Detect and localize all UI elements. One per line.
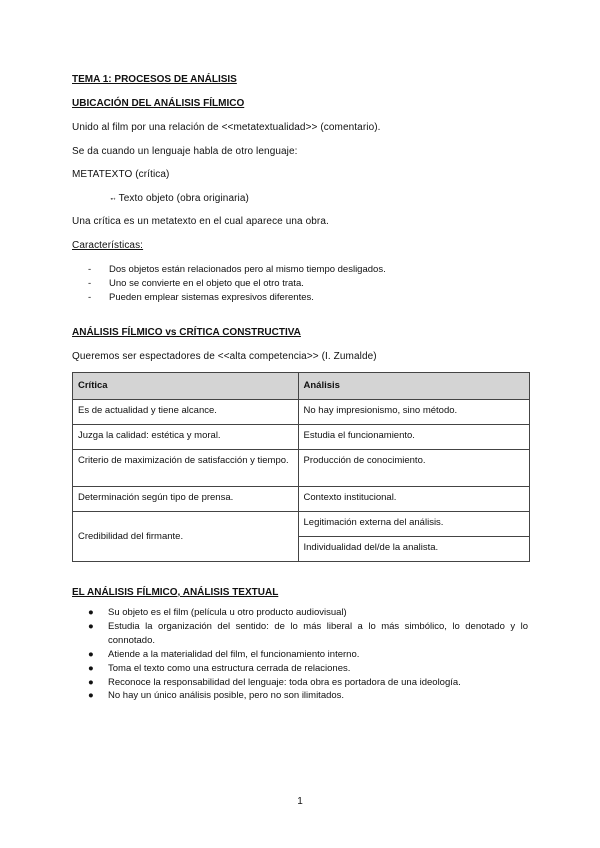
table-row: [73, 512, 530, 537]
dash-marker: -: [88, 278, 92, 289]
table-cell: No hay impresionismo, sino método.: [298, 400, 530, 425]
dash-marker: -: [88, 292, 92, 303]
bullet-icon: ●: [88, 662, 94, 674]
arrow-icon: ➻: [110, 195, 116, 203]
dash-marker: -: [88, 264, 92, 275]
list-item: [88, 606, 528, 620]
bullet-icon: ●: [88, 690, 94, 702]
table-header-row: [73, 373, 530, 400]
bullet-list: [88, 606, 528, 703]
table-cell: Legitimación externa del análisis.: [298, 512, 530, 537]
list-item-text: Atiende a la materialidad del film, el funcionamiento interno.: [108, 648, 360, 660]
paragraph-metatexto: METATEXTO (crítica): [72, 169, 170, 180]
table-cell: Producción de conocimiento.: [298, 450, 530, 487]
table-cell: Juzga la calidad: estética y moral.: [73, 425, 299, 450]
paragraph-alta-competencia: Queremos ser espectadores de <<alta competencia>> (I. Zumalde): [72, 351, 377, 362]
bullet-icon: ●: [88, 607, 94, 618]
paragraph-critica-metatexto: Una crítica es un metatexto en el cual aparece una obra.: [72, 216, 329, 227]
section-heading-analisis-vs-critica: ANÁLISIS FÍLMICO vs CRÍTICA CONSTRUCTIVA: [72, 327, 301, 338]
list-item: [88, 648, 528, 662]
list-item: [88, 689, 528, 703]
texto-objeto-line: [110, 193, 249, 204]
table-cell: Individualidad del/de la analista.: [298, 537, 530, 562]
list-item-text: Uno se convierte en el objeto que el otro trata.: [109, 278, 304, 289]
paragraph-metatextualidad: Unido al film por una relación de <<metatextualidad>> (comentario).: [72, 122, 381, 133]
table-row: [73, 450, 530, 487]
caracteristicas-heading: Características:: [72, 240, 144, 251]
list-item-text: Reconoce la responsabilidad del lenguaje: toda obra es portadora de una ideología.: [108, 676, 461, 688]
table-cell: Es de actualidad y tiene alcance.: [73, 400, 299, 425]
list-item-text: No hay un único análisis posible, pero no son ilimitados.: [108, 690, 345, 702]
list-item-text: Estudia la organización del sentido: de lo más liberal a lo más simbólico, lo denotado y lo connotado.: [108, 620, 528, 646]
list-item-text: Pueden emplear sistemas expresivos diferentes.: [109, 292, 314, 303]
table-row: [73, 487, 530, 512]
page-number: 1: [297, 796, 303, 807]
table-cell: Criterio de maximización de satisfacción y tiempo.: [73, 450, 299, 487]
document-title: TEMA 1: PROCESOS DE ANÁLISIS: [72, 74, 237, 85]
bullet-icon: ●: [88, 676, 94, 688]
section-heading-ubicacion: UBICACIÓN DEL ANÁLISIS FÍLMICO: [72, 98, 245, 109]
list-item: [88, 620, 528, 648]
section-heading-analisis-textual: EL ANÁLISIS FÍLMICO, ANÁLISIS TEXTUAL: [72, 587, 279, 598]
list-item: [88, 662, 528, 676]
table-cell: Credibilidad del firmante.: [73, 512, 299, 562]
list-item-text: Dos objetos están relacionados pero al mismo tiempo desligados.: [109, 264, 386, 275]
table-row: [73, 400, 530, 425]
list-item-text: Toma el texto como una estructura cerrada de relaciones.: [108, 662, 351, 674]
column-header-analisis: Análisis: [298, 373, 530, 400]
paragraph-lenguaje: Se da cuando un lenguaje habla de otro lenguaje:: [72, 146, 298, 157]
table-cell: Estudia el funcionamiento.: [298, 425, 530, 450]
table-cell: Contexto institucional.: [298, 487, 530, 512]
comparison-table: [72, 372, 530, 562]
list-item-text: Su objeto es el film (película u otro producto audiovisual): [108, 607, 347, 618]
bullet-icon: ●: [88, 648, 94, 660]
column-header-critica: Crítica: [73, 373, 299, 400]
table-cell: Determinación según tipo de prensa.: [73, 487, 299, 512]
table-row: [73, 425, 530, 450]
list-item: [88, 676, 528, 690]
bullet-icon: ●: [88, 620, 94, 632]
texto-objeto-text: Texto objeto (obra originaria): [118, 193, 249, 204]
